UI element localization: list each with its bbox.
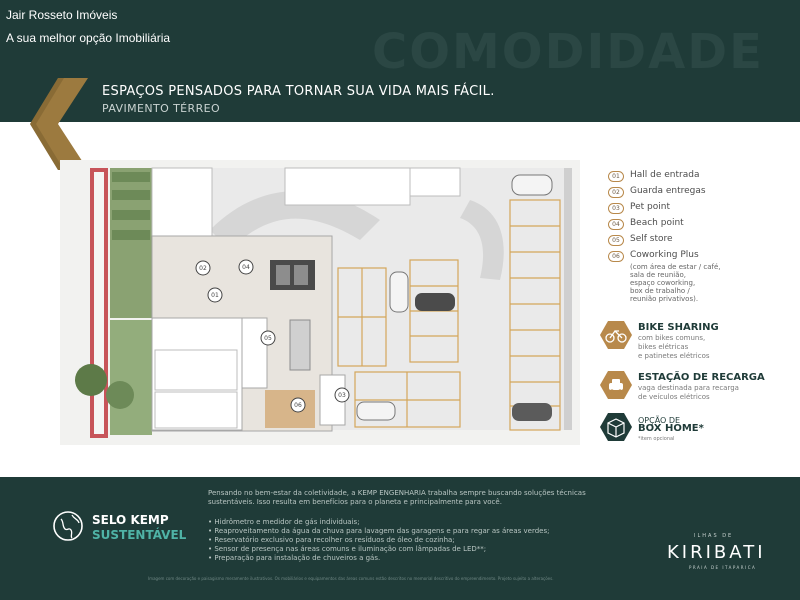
plan-marker [291,398,305,412]
section-subtitle: ESPAÇOS PENSADOS PARA TORNAR SUA VIDA MAIS FÁCIL. [102,84,495,99]
charging-car-icon [600,370,632,400]
list-item: • Reservatório exclusivo para recolher os resíduos de óleo de cozinha; [208,536,455,544]
brand-logo: KIRIBATI [667,542,766,563]
feature-description: com bikes comuns, bikes elétricas e patinetes elétricos [638,334,710,360]
globe-icon [52,510,84,542]
page-title: COMODIDADE [372,24,764,80]
legend-label: Hall de entrada [630,170,700,180]
feature-title: BOX HOME* [638,423,704,434]
feature-box-home [600,412,790,442]
floor-plan [60,160,580,445]
list-item: • Sensor de presença nas áreas comuns e iluminação com lâmpadas de LED**; [208,545,487,553]
feature-title: BIKE SHARING [638,322,719,333]
feature-description: vaga destinada para recarga de veículos elétricos [638,384,739,401]
feature-title: ESTAÇÃO DE RECARGA [638,372,765,383]
svg-text:06: 06 [294,402,302,409]
car-icon [357,402,395,420]
list-item: • Reaproveitamento da água da chuva para lavagem das garagens e para regar as áreas verdes; [208,527,550,535]
tree-icon [75,364,107,396]
legend-number: 06 [608,251,624,262]
plan-marker [208,288,222,302]
plan-marker [239,260,253,274]
legend-item [608,202,788,214]
feature-bike-sharing [600,320,790,362]
chevron-left-icon [30,78,88,170]
svg-text:02: 02 [199,265,207,272]
svg-text:05: 05 [264,335,272,342]
sustainability-intro: Pensando no bem-estar da coletividade, a KEMP ENGENHARIA trabalha sempre buscando soluções técnicas sustentáveis. Isso resulta em benefícios para o planeta e principalmente para você. [208,489,586,506]
car-icon [512,175,552,195]
legend-label: Coworking Plus [630,250,699,260]
coworking-room [265,390,315,428]
svg-text:03: 03 [338,392,346,399]
feature-description: *item opcional [638,436,675,442]
legend-number: 05 [608,235,624,246]
list-item: • Preparação para instalação de chuveiros a gás. [208,554,381,562]
legend-number: 02 [608,187,624,198]
selo-title: SELO KEMP [92,513,169,527]
car-icon [415,293,455,311]
svg-text:01: 01 [211,292,219,299]
bicycle-icon [600,320,632,350]
feature-recharge-station [600,370,790,404]
legend-item [608,234,788,246]
feature-title-prefix: OPÇÃO DE [638,416,681,425]
legend-label: Pet point [630,202,670,212]
box-icon [600,412,632,442]
legend-item [608,250,788,262]
car-icon [390,272,408,312]
legend-label: Guarda entregas [630,186,706,196]
disclaimer: Imagem com decoração e paisagismo meramente ilustrativos. Os mobiliários e equipamentos das áreas comuns estão descritos no memorial descritivo do empreendimento. Projeto sujeito a alterações. [148,576,554,581]
legend-number: 03 [608,203,624,214]
plan-marker [335,388,349,402]
coworking-detail: (com área de estar / café, sala de reunião, espaço coworking, box de trabalho / reunião privativos). [630,263,721,303]
tree-icon [106,381,134,409]
car-icon [512,403,552,421]
plan-marker [261,331,275,345]
watermark-name: Jair Rosseto Imóveis [6,8,118,22]
legend-item [608,170,788,182]
watermark-tagline: A sua melhor opção Imobiliária [6,31,171,45]
selo-subtitle: SUSTENTÁVEL [92,528,187,542]
sustainability-list [208,518,628,563]
legend-list [608,170,788,309]
list-item: • Hidrômetro e medidor de gás individuais; [208,518,360,526]
svg-text:04: 04 [242,264,250,271]
legend-label: Beach point [630,218,684,228]
legend-number: 04 [608,219,624,230]
legend-label: Self store [630,234,673,244]
floor-label: PAVIMENTO TÉRREO [102,102,221,115]
plan-marker [196,261,210,275]
brand-prefix: ILHAS DE [694,533,734,539]
legend-item [608,218,788,230]
legend-number: 01 [608,171,624,182]
brand-location: PRAIA DE ITAPARICA [689,565,757,570]
legend-item [608,186,788,198]
